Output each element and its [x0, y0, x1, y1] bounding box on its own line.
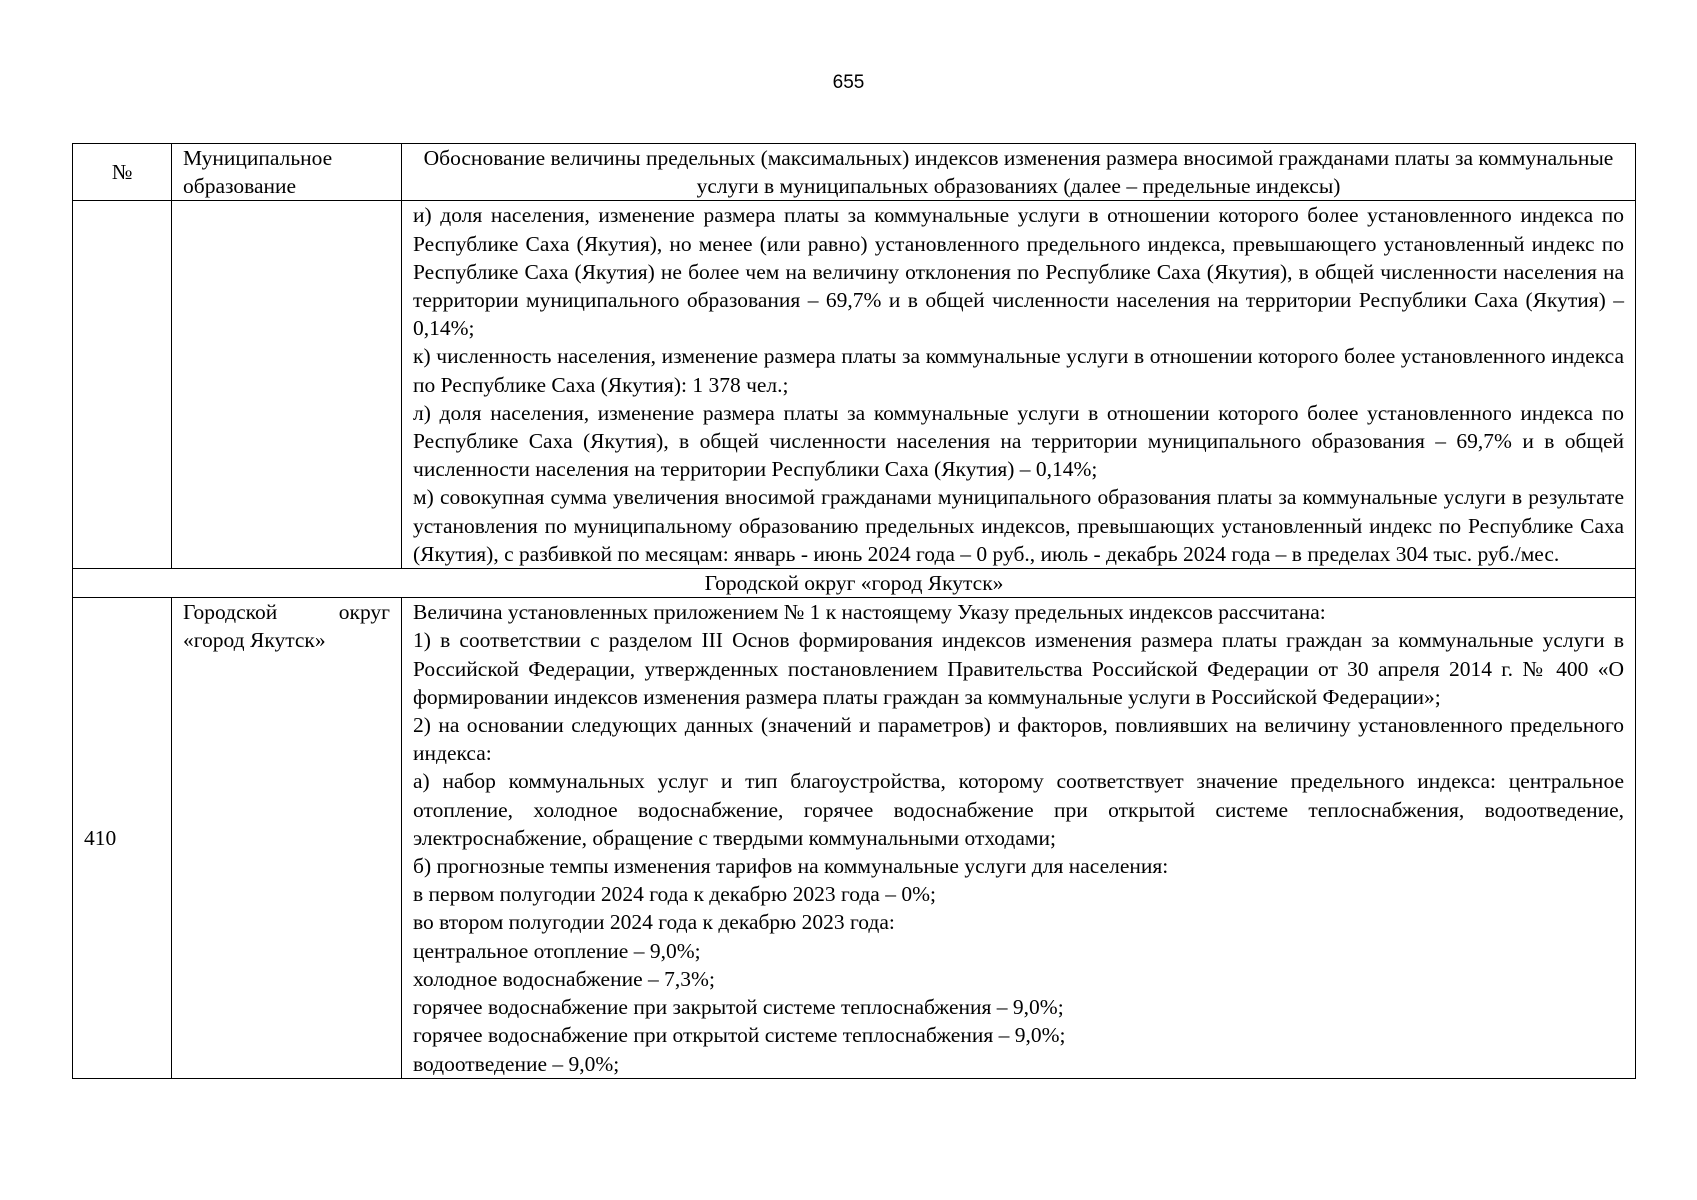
justification-table — [72, 143, 1636, 1079]
paragraph-b: б) прогнозные темпы изменения тарифов на коммунальные услуги для населения: — [413, 854, 1169, 879]
page-number: 655 — [832, 72, 865, 93]
continued-justification-cell — [402, 201, 1636, 569]
table-header-row — [73, 144, 1636, 201]
paragraph-l: л) доля населения, изменение размера платы за коммунальные услуги в отношении которого более установленного индекса по Республике Саха (Якутия), в общей численности населения на территории муниципального образования – 69,7% и в общей численности населения на территории Республики Саха (Якутия) – 0,14%; — [413, 400, 1624, 482]
table-row-continued — [73, 201, 1636, 569]
paragraph-2: 2) на основании следующих данных (значений и параметров) и факторов, повлиявших на величину установленного предельного индекса: — [413, 713, 1624, 766]
paragraph-cold-water: холодное водоснабжение – 7,3%; — [413, 966, 715, 991]
paragraph-i: и) доля населения, изменение размера платы за коммунальные услуги в отношении которого более установленного индекса по Республике Саха (Якутия), но менее (или равно) установленного предельного индекса, превышающего установленный индекс по Республике Саха (Якутия) не более чем на величину отклонения по Республике Саха (Якутия), в общей численности населения на территории муниципального образования – 69,7% и в общей численности населения на территории Республики Саха (Якутия) – 0,14%; — [413, 203, 1624, 341]
row-justification — [402, 598, 1636, 1078]
paragraph-intro: Величина установленных приложением № 1 к настоящему Указу предельных индексов рассчитана: — [413, 600, 1326, 625]
row-municipality — [172, 598, 402, 1078]
section-title: Городской округ «город Якутск» — [73, 569, 1636, 598]
paragraph-heating: центральное отопление – 9,0%; — [413, 938, 701, 963]
paragraph-first-half: в первом полугодии 2024 года к декабрю 2023 года – 0%; — [413, 882, 936, 907]
continued-number-cell — [73, 201, 172, 569]
paragraph-a: а) набор коммунальных услуг и тип благоустройства, которому соответствует значение предельного индекса: центральное отопление, холодное водоснабжение, горячее водоснабжение при открытой системе теплоснабжения, водоотведение, электроснабжение, обращение с твердыми коммунальными отходами; — [413, 769, 1624, 850]
paragraph-1: 1) в соответствии с разделом III Основ формирования индексов изменения размера платы граждан за коммунальные услуги в Российской Федерации, утвержденных постановлением Правительства Российской Федерации от 30 апреля 2014 г. № 400 «О формировании индексов изменения размера платы граждан за коммунальные услуги в Российской Федерации»; — [413, 628, 1624, 709]
municipality-line-2: «город Якутск» — [183, 628, 326, 653]
paragraph-hot-water-closed: горячее водоснабжение при закрытой системе теплоснабжения – 9,0%; — [413, 995, 1064, 1020]
section-row-yakutsk — [73, 569, 1636, 598]
paragraph-second-half: во втором полугодии 2024 года к декабрю 2023 года: — [413, 910, 895, 935]
header-number: № — [73, 144, 172, 201]
header-municipality: Муниципальное образование — [172, 144, 402, 201]
row-number: 410 — [73, 598, 172, 1078]
table-row-410 — [73, 598, 1636, 1078]
paragraph-drainage: водоотведение – 9,0%; — [413, 1051, 620, 1076]
paragraph-m: м) совокупная сумма увеличения вносимой гражданами муниципального образования платы за коммунальные услуги в результате установления по муниципальному образованию предельных индексов, превышающих установленный индекс по Республике Саха (Якутия), с разбивкой по месяцам: январь - июнь 2024 года – 0 руб., июль - декабрь 2024 года – в пределах 304 тыс. руб./мес. — [413, 485, 1624, 566]
paragraph-hot-water-open: горячее водоснабжение при открытой системе теплоснабжения – 9,0%; — [413, 1023, 1066, 1048]
header-justification: Обоснование величины предельных (максимальных) индексов изменения размера вносимой гражданами платы за коммунальные услуги в муниципальных образованиях (далее – предельные индексы) — [402, 144, 1636, 201]
paragraph-k: к) численность населения, изменение размера платы за коммунальные услуги в отношении которого более установленного индекса по Республике Саха (Якутия): 1 378 чел.; — [413, 344, 1624, 397]
continued-municipality-cell — [172, 201, 402, 569]
municipality-line-1: Городской округ — [183, 600, 390, 625]
